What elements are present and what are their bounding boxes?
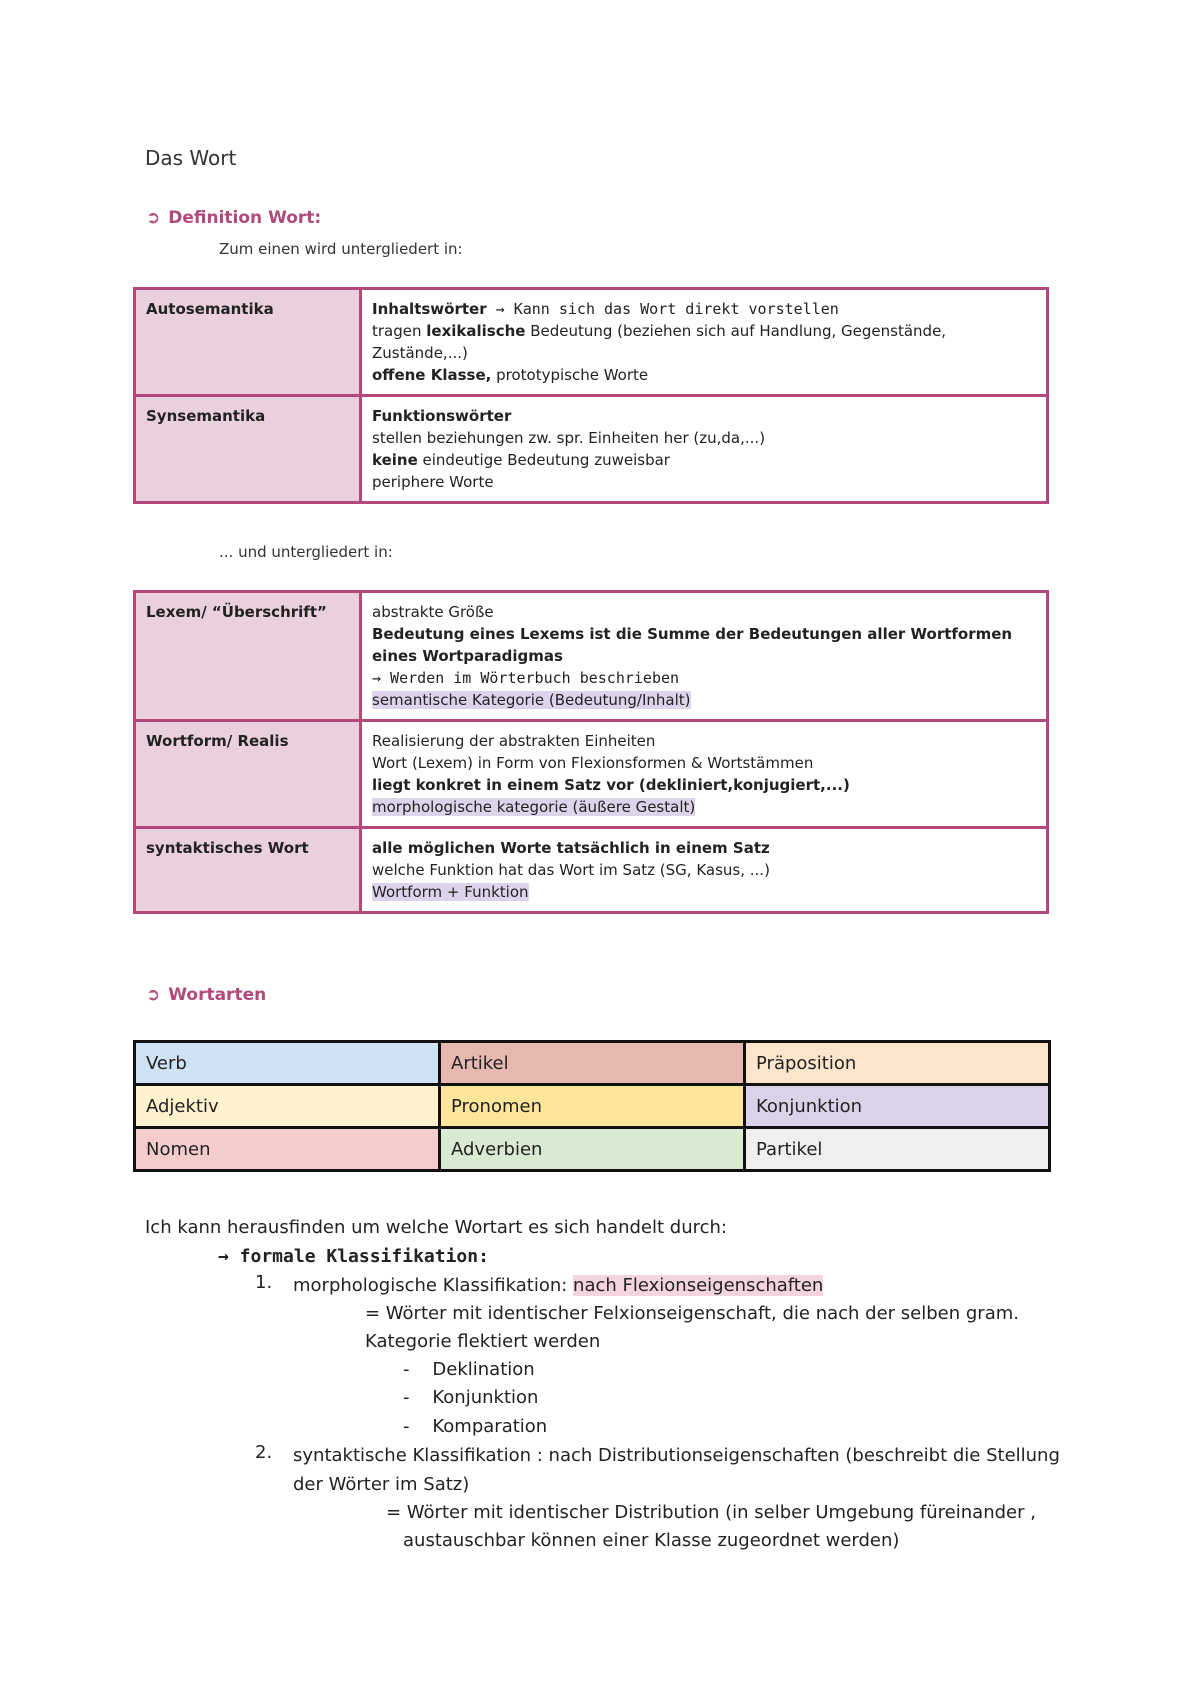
arrow-icon: ➲: [146, 208, 161, 228]
row-label: Autosemantika: [135, 289, 361, 396]
wortart-cell: Verb: [135, 1042, 440, 1085]
intro-text: Zum einen wird untergliedert in:: [219, 240, 463, 258]
sub-item: - Konjunktion: [403, 1387, 539, 1408]
sub-item: - Deklination: [403, 1359, 535, 1380]
row-content: Funktionswörter stellen beziehungen zw. spr. Einheiten her (zu,da,...) keine eindeutige Bedeutung zuweisbar periphere Worte: [361, 396, 1048, 503]
table-row: [135, 828, 1048, 913]
row-content: Inhaltswörter → Kann sich das Wort direkt vorstellen tragen lexikalische Bedeutung (beziehen sich auf Handlung, Gegenstände, Zustände,...) offene Klasse, prototypische Worte: [361, 289, 1048, 396]
list-number: 2.: [255, 1442, 273, 1463]
wortart-cell: Nomen: [135, 1128, 440, 1171]
list-item-cont: der Wörter im Satz): [293, 1474, 470, 1495]
definition-table-2: [133, 590, 1049, 914]
highlight-text: nach Flexionseigenschaften: [573, 1275, 824, 1296]
intro-text-2: ... und untergliedert in:: [219, 543, 393, 561]
table-row: [135, 1042, 1050, 1085]
wortart-cell: Konjunktion: [745, 1085, 1050, 1128]
wortart-cell: Pronomen: [440, 1085, 745, 1128]
definition-line: austauschbar können einer Klasse zugeordnet werden): [403, 1530, 900, 1551]
formal-heading: → formale Klassifikation:: [218, 1246, 489, 1267]
section-wortarten-heading: ➲ Wortarten: [146, 985, 267, 1005]
definition-line: = Wörter mit identischer Distribution (in selber Umgebung füreinander ,: [386, 1502, 1036, 1523]
wortart-cell: Partikel: [745, 1128, 1050, 1171]
wortart-cell: Artikel: [440, 1042, 745, 1085]
row-content: alle möglichen Worte tatsächlich in einem Satz welche Funktion hat das Wort im Satz (SG, Kasus, ...) Wortform + Funktion: [361, 828, 1048, 913]
row-label: syntaktisches Wort: [135, 828, 361, 913]
table-row: [135, 1128, 1050, 1171]
list-item: syntaktische Klassifikation : nach Distributionseigenschaften (beschreibt die Stellung: [293, 1445, 1060, 1466]
page-title: Das Wort: [145, 146, 237, 170]
definition-line: = Wörter mit identischer Felxionseigenschaft, die nach der selben gram.: [365, 1303, 1019, 1324]
wortart-cell: Präposition: [745, 1042, 1050, 1085]
row-content: Realisierung der abstrakten Einheiten Wort (Lexem) in Form von Flexionsformen & Wortstämmen liegt konkret in einem Satz vor (dekliniert,konjugiert,...) morphologische kategorie (äußere Gestalt): [361, 721, 1048, 828]
row-label: Synsemantika: [135, 396, 361, 503]
wortarten-table: [133, 1040, 1051, 1172]
wortart-cell: Adjektiv: [135, 1085, 440, 1128]
row-label: Wortform/ Realis: [135, 721, 361, 828]
table-row: [135, 592, 1048, 721]
table-row: [135, 721, 1048, 828]
row-content: abstrakte Größe Bedeutung eines Lexems ist die Summe der Bedeutungen aller Wortformen eines Wortparadigmas → Werden im Wörterbuch beschrieben semantische Kategorie (Bedeutung/Inhalt): [361, 592, 1048, 721]
table-row: [135, 289, 1048, 396]
section-definition-heading: ➲ Definition Wort:: [146, 208, 322, 228]
table-row: [135, 396, 1048, 503]
definition-table-1: [133, 287, 1049, 504]
table-row: [135, 1085, 1050, 1128]
sub-item: - Komparation: [403, 1416, 548, 1437]
list-item: morphologische Klassifikation: nach Flexionseigenschaften: [293, 1275, 824, 1296]
row-label: Lexem/ “Überschrift”: [135, 592, 361, 721]
arrow-icon: ➲: [146, 985, 161, 1005]
list-number: 1.: [255, 1272, 273, 1293]
wortart-cell: Adverbien: [440, 1128, 745, 1171]
paragraph-text: Ich kann herausfinden um welche Wortart es sich handelt durch:: [145, 1217, 727, 1238]
definition-line: Kategorie flektiert werden: [365, 1331, 601, 1352]
